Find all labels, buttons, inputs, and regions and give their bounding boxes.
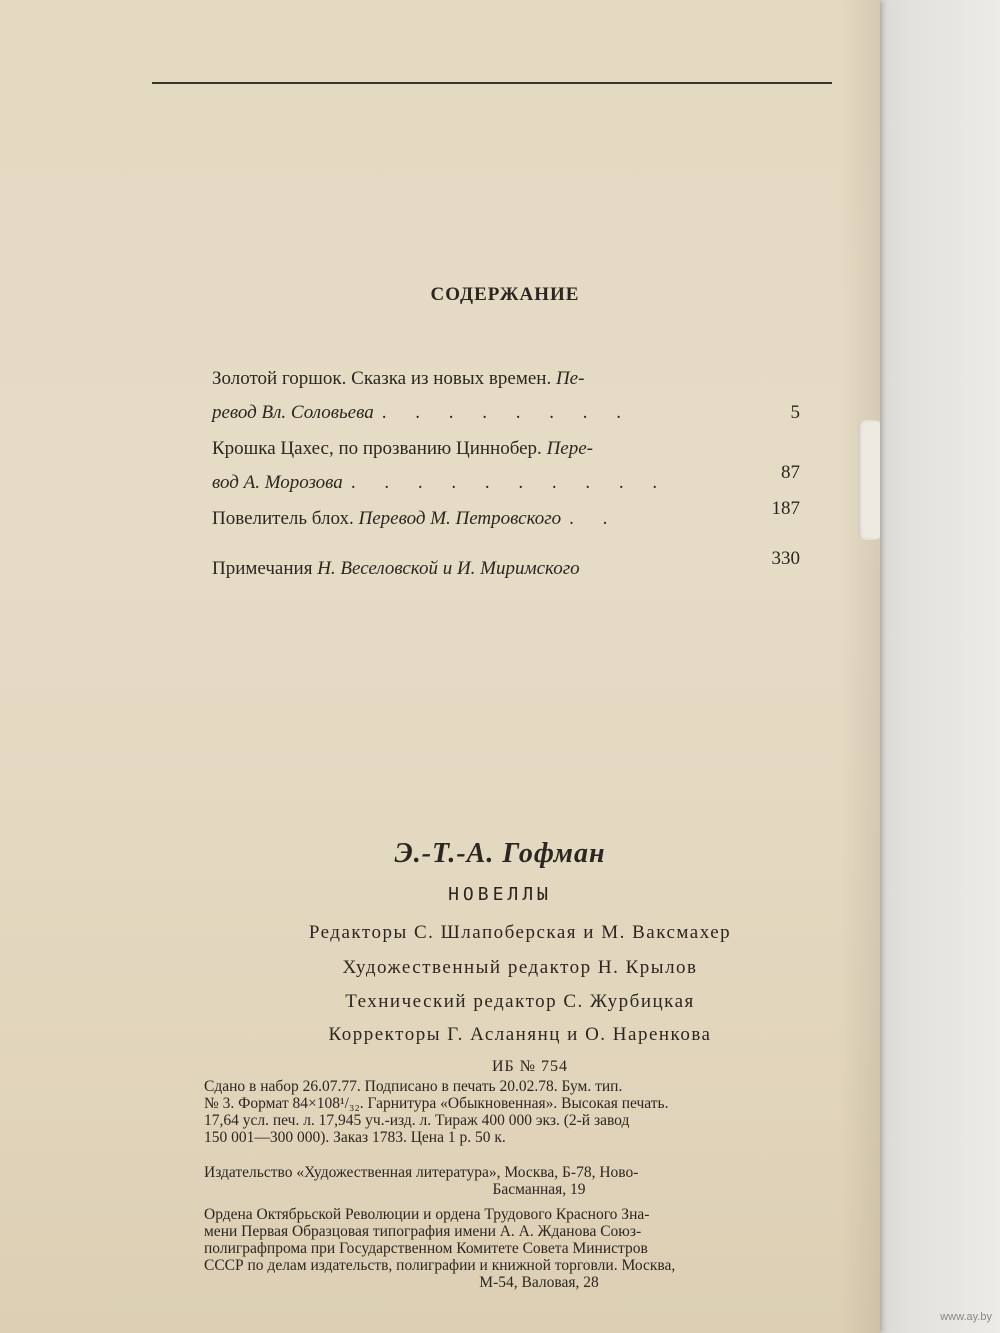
toc-entry-title: Золотой горшок. Сказка из новых времен. (212, 368, 552, 389)
publisher-line: Басманная, 19 (492, 1181, 586, 1198)
credit-art-editor: Художественный редактор Н. Крылов (342, 957, 698, 978)
printer-line: полиграфпрома при Государственном Комитете Совета Министров (204, 1240, 648, 1257)
credit-editors: Редакторы С. Шлапоберская и М. Ваксмахер (308, 922, 732, 943)
table-of-contents (212, 362, 812, 592)
book-subtitle: НОВЕЛЛЫ (448, 884, 552, 905)
publisher-line: Издательство «Художественная литература», Москва, Б-78, Ново- (204, 1164, 639, 1181)
printer-line: М-54, Валовая, 28 (479, 1274, 599, 1291)
toc-entry (212, 548, 812, 592)
toc-leader: . . (569, 508, 620, 529)
toc-page-number: 87 (781, 462, 800, 483)
toc-page-number: 5 (790, 402, 800, 423)
printer-info (204, 1206, 874, 1291)
print-details-line: 17,64 усл. печ. л. 17,945 уч.-изд. л. Тираж 400 000 экз. (2-й завод (204, 1112, 630, 1129)
printer-line: СССР по делам издательств, полиграфии и книжной торговли. Москва, (204, 1257, 676, 1274)
toc-page-number: 187 (771, 498, 800, 519)
print-details-line: № 3. Формат 84×108¹/₃₂. Гарнитура «Обыкновенная». Высокая печать. (204, 1095, 669, 1112)
toc-entry-title: Примечания (212, 558, 313, 579)
toc-entry (212, 432, 812, 502)
toc-entry-translator: Н. Веселовской и И. Миримского (317, 558, 580, 579)
toc-entry (212, 498, 812, 552)
toc-entry-translator: вод А. Морозова (212, 472, 343, 493)
toc-entry-translator: Пере- (546, 438, 593, 459)
toc-entry (212, 362, 812, 432)
print-details-line: Сдано в набор 26.07.77. Подписано в печать 20.02.78. Бум. тип. (204, 1078, 623, 1095)
toc-page-number: 330 (771, 548, 800, 569)
credit-tech-editor: Технический редактор С. Журбицкая (345, 991, 695, 1012)
watermark: www.ay.by (940, 1311, 992, 1323)
ib-number: ИБ № 754 (491, 1058, 568, 1075)
toc-entry-translator: Пе- (555, 368, 585, 389)
print-details-line: 150 001—300 000). Заказ 1783. Цена 1 р. 50 к. (204, 1129, 506, 1146)
printer-line: мени Первая Образцовая типография имени А. А. Жданова Союз- (204, 1223, 642, 1240)
page-tear (858, 420, 880, 540)
printer-line: Ордена Октябрьской Революции и ордена Трудового Красного Зна- (204, 1206, 650, 1223)
publisher-info (204, 1164, 874, 1198)
top-rule (152, 82, 832, 84)
toc-title: СОДЕРЖАНИЕ (430, 284, 580, 305)
toc-entry-title: Повелитель блох. (212, 508, 354, 529)
toc-entry-translator: ревод Вл. Соловьева (212, 402, 374, 423)
book-author: Э.-Т.-А. Гофман (394, 838, 606, 869)
toc-leader: . . . . . . . . . . (350, 472, 670, 493)
print-details (204, 1078, 874, 1146)
toc-entry-translator: Перевод М. Петровского (358, 508, 562, 529)
toc-leader: . . . . . . . . (381, 402, 633, 423)
credit-proofreaders: Корректоры Г. Асланянц и О. Наренкова (328, 1024, 712, 1045)
toc-entry-title: Крошка Цахес, по прозванию Циннобер. (212, 438, 542, 459)
